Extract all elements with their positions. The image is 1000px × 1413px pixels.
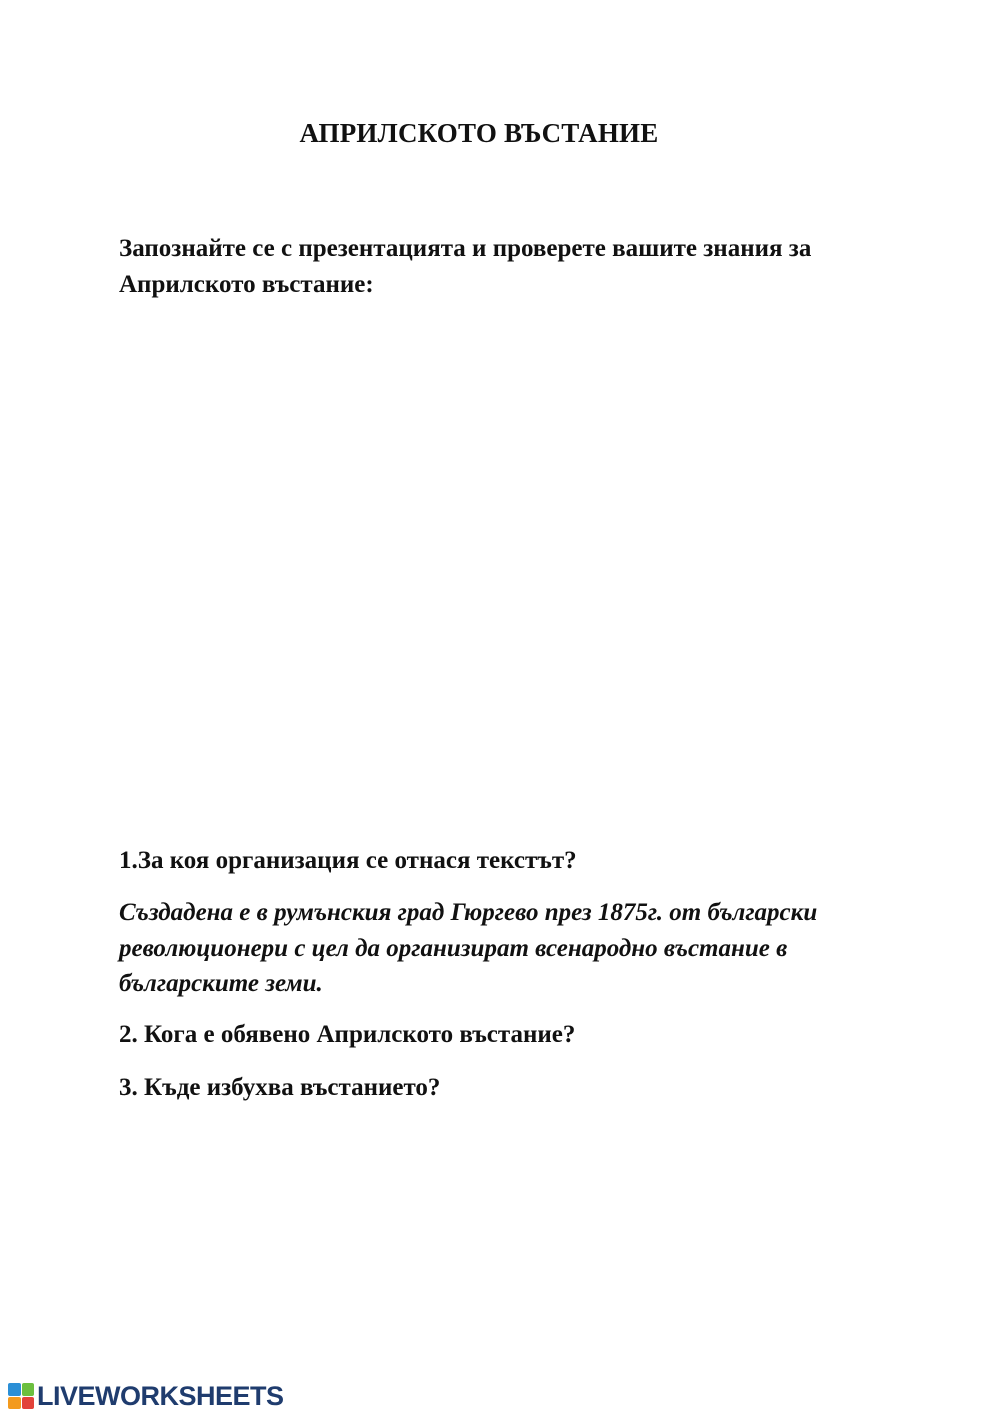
- question-3-label: 3. Къде избухва въстанието?: [119, 1074, 441, 1101]
- logo-square-blue: [8, 1383, 21, 1396]
- question-2-label: 2. Кога е обявено Априлското въстание?: [119, 1021, 576, 1048]
- logo-square-red: [22, 1397, 35, 1410]
- embedded-presentation-area: [119, 320, 899, 820]
- logo-square-orange: [8, 1397, 21, 1410]
- intro-line-2: Априлското въстание:: [119, 271, 374, 298]
- question-1-label: 1.За коя организация се отнася текстът?: [119, 847, 577, 874]
- page-title: АПРИЛСКОТО ВЪСТАНИЕ: [299, 118, 659, 148]
- intro-line-1: Запознайте се с презентацията и проверете вашите знания за: [119, 235, 812, 262]
- question-1-text-line-3: българските земи.: [119, 970, 323, 997]
- question-1-text: [119, 895, 919, 1002]
- logo-square-green: [22, 1383, 35, 1396]
- liveworksheets-logo: [8, 1381, 284, 1411]
- liveworksheets-logo-icon: [8, 1383, 34, 1409]
- question-1-text-line-1: Създадена е в румънския град Гюргево през 1875г. от български: [119, 899, 818, 926]
- logo-text: LIVEWORKSHEETS: [37, 1380, 284, 1411]
- question-1-text-line-2: революционери с цел да организират всенародно въстание в: [119, 934, 788, 962]
- intro-text: [119, 231, 899, 303]
